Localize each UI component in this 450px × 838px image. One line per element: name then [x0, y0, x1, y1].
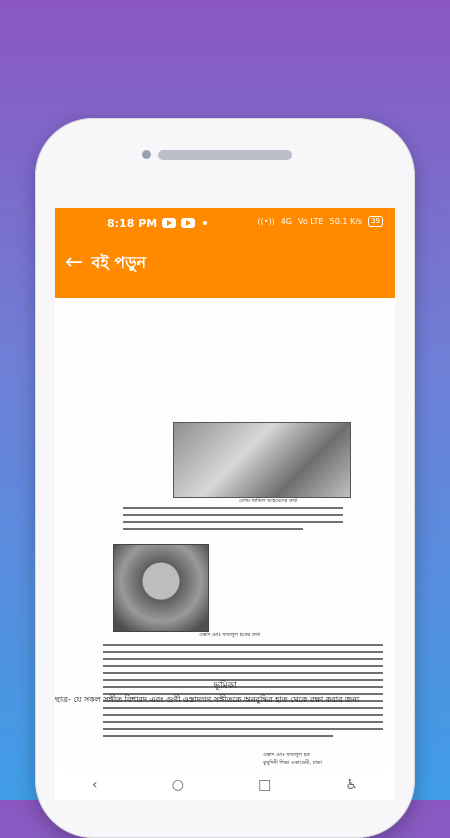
- text-line: [123, 514, 343, 516]
- text-line: [103, 728, 383, 730]
- system-nav-bar: [55, 770, 395, 800]
- network-speed: 50.1 K/s: [329, 217, 363, 226]
- youtube-notification-icon: [162, 218, 176, 228]
- text-line: [103, 672, 383, 674]
- photo-portrait: [113, 544, 209, 632]
- status-indicators: [258, 216, 383, 227]
- photo-musician-harmonium: [173, 422, 351, 498]
- photo-caption-2: ওস্তাদ মোঃ ফজলুল হকের কথা: [199, 632, 261, 638]
- accessibility-icon[interactable]: ♿: [345, 777, 358, 793]
- back-icon[interactable]: ‹: [92, 777, 98, 793]
- phone-screen: [55, 208, 395, 800]
- speaker-grille: [158, 150, 292, 160]
- notification-dot-icon: [203, 221, 207, 225]
- arrow-left-icon[interactable]: ←: [65, 250, 84, 275]
- hotspot-icon: ((•)): [257, 217, 275, 226]
- volte-indicator: Vo LTE: [298, 217, 324, 226]
- text-line: [103, 735, 333, 737]
- appbar-strip: [55, 288, 395, 298]
- battery-indicator: 39: [368, 216, 383, 227]
- app-bar: [55, 238, 395, 288]
- text-line: [103, 714, 383, 716]
- text-line: [103, 651, 383, 653]
- home-icon[interactable]: ○: [171, 777, 184, 793]
- text-line: [123, 528, 303, 530]
- text-line: [103, 658, 383, 660]
- text-line: [103, 644, 383, 646]
- text-line: [123, 507, 343, 509]
- text-line: [103, 721, 383, 723]
- text-line: [123, 521, 343, 523]
- network-type: 4G: [280, 217, 293, 226]
- signature-org: কুমুদিনী শিক্ষা একাডেমী, ঢাকা: [263, 760, 322, 766]
- status-time: 8:18 PM: [107, 216, 158, 230]
- front-camera-icon: [142, 150, 151, 159]
- intro-paragraph: ছাত্র- যে সকল সঙ্গীত বিশারদ এবং গুণী ওস্তাদগণ সঙ্গীতকে অনবুদ্ধির হাত থেকে রক্ষা করার জন্য: [55, 695, 360, 704]
- signature-name: ওস্তাদ মোঃ ফজলুল হক: [263, 752, 310, 758]
- youtube-notification-icon-2: [181, 218, 195, 228]
- text-line: [103, 665, 383, 667]
- photo-caption-1: বেগম জামিল আহমেদের কথা: [239, 498, 298, 504]
- text-line: [103, 707, 383, 709]
- status-bar: [55, 208, 395, 238]
- recents-icon[interactable]: □: [258, 777, 272, 793]
- section-title: ভূমিকা: [213, 681, 237, 691]
- page-title: বই পড়ুন: [91, 252, 147, 272]
